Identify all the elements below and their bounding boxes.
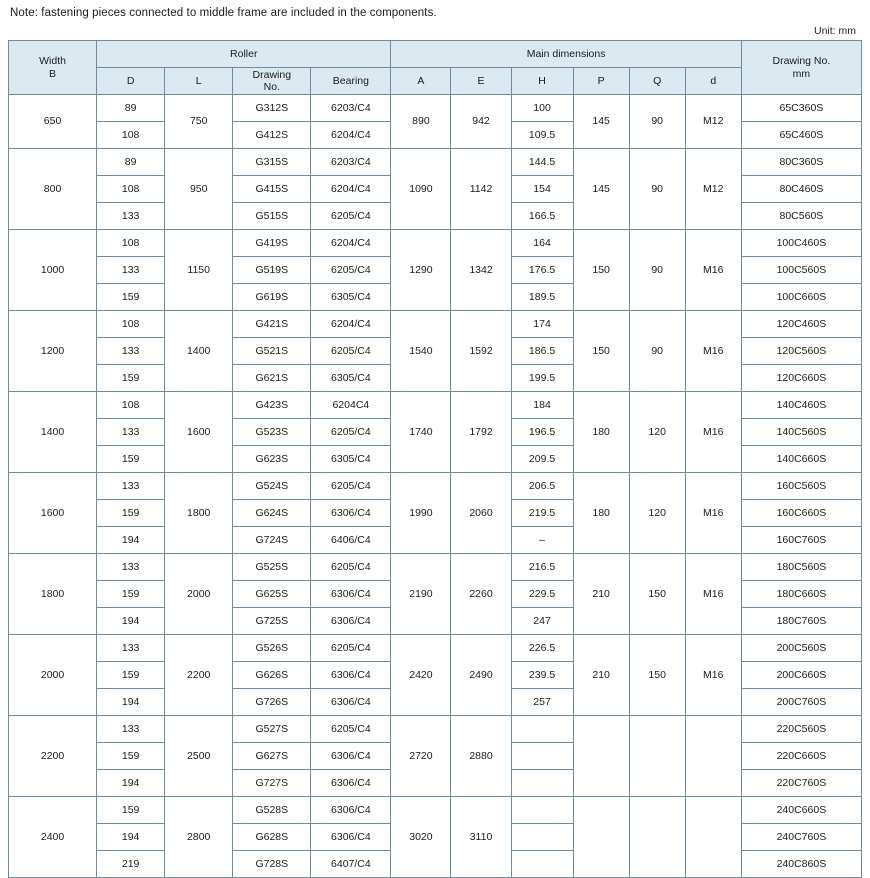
table-row: [9, 473, 862, 500]
cell-dim-q: 120: [629, 473, 685, 554]
cell-roller-drawing-no: G627S: [233, 743, 311, 770]
cell-roller-bearing: 6205/C4: [311, 338, 391, 365]
cell-roller-drawing-no: G524S: [233, 473, 311, 500]
cell-roller-l: 1800: [165, 473, 233, 554]
cell-drawing-no: 140C660S: [741, 446, 861, 473]
header-width-line1: Width: [39, 55, 66, 68]
cell-dim-e: 1592: [451, 311, 511, 392]
cell-dim-d: [685, 797, 741, 878]
cell-dim-h: 186.5: [511, 338, 573, 365]
cell-roller-bearing: 6306/C4: [311, 770, 391, 797]
table-row: [9, 716, 862, 743]
header-width-b: [9, 41, 97, 95]
header-drawing-no: [741, 41, 861, 95]
cell-roller-bearing: 6306/C4: [311, 500, 391, 527]
cell-roller-d: 108: [97, 230, 165, 257]
cell-drawing-no: 240C860S: [741, 851, 861, 878]
cell-dim-h: 109.5: [511, 122, 573, 149]
specification-table: [8, 40, 862, 878]
cell-roller-d: 159: [97, 284, 165, 311]
table-row: [9, 797, 862, 824]
cell-drawing-no: 140C460S: [741, 392, 861, 419]
cell-dim-p: 145: [573, 149, 629, 230]
cell-dim-h: 199.5: [511, 365, 573, 392]
cell-roller-l: 2500: [165, 716, 233, 797]
cell-dim-p: 145: [573, 95, 629, 149]
cell-drawing-no: 180C660S: [741, 581, 861, 608]
cell-roller-drawing-no: G726S: [233, 689, 311, 716]
cell-drawing-no: 120C660S: [741, 365, 861, 392]
header-col-d: D: [97, 68, 165, 95]
cell-dim-e: 2490: [451, 635, 511, 716]
cell-dim-h: 144.5: [511, 149, 573, 176]
cell-dim-a: 890: [391, 95, 451, 149]
cell-drawing-no: 160C660S: [741, 500, 861, 527]
cell-dim-a: 2420: [391, 635, 451, 716]
cell-dim-q: [629, 716, 685, 797]
cell-roller-drawing-no: G523S: [233, 419, 311, 446]
cell-dim-d: M16: [685, 473, 741, 554]
cell-width-b: 2000: [9, 635, 97, 716]
cell-roller-d: 108: [97, 392, 165, 419]
cell-dim-e: 942: [451, 95, 511, 149]
header-roller: Roller: [97, 41, 391, 68]
cell-drawing-no: 100C560S: [741, 257, 861, 284]
cell-roller-drawing-no: G515S: [233, 203, 311, 230]
cell-dim-p: [573, 716, 629, 797]
table-row: [9, 554, 862, 581]
cell-dim-p: 210: [573, 554, 629, 635]
cell-dim-h: 154: [511, 176, 573, 203]
cell-dim-h: –: [511, 527, 573, 554]
cell-drawing-no: 200C760S: [741, 689, 861, 716]
cell-dim-p: 150: [573, 311, 629, 392]
cell-roller-drawing-no: G724S: [233, 527, 311, 554]
cell-dim-h: 100: [511, 95, 573, 122]
cell-roller-drawing-no: G619S: [233, 284, 311, 311]
cell-roller-d: 108: [97, 176, 165, 203]
cell-roller-bearing: 6204/C4: [311, 176, 391, 203]
cell-roller-l: 1600: [165, 392, 233, 473]
cell-dim-e: 1142: [451, 149, 511, 230]
table-row: [9, 392, 862, 419]
cell-dim-d: M12: [685, 149, 741, 230]
cell-dim-h: 184: [511, 392, 573, 419]
cell-roller-drawing-no: G312S: [233, 95, 311, 122]
cell-dim-d: M16: [685, 554, 741, 635]
cell-dim-d: M16: [685, 230, 741, 311]
cell-roller-drawing-no: G526S: [233, 635, 311, 662]
cell-roller-bearing: 6204/C4: [311, 311, 391, 338]
cell-roller-bearing: 6306/C4: [311, 581, 391, 608]
cell-dim-p: 150: [573, 230, 629, 311]
table-row: [9, 230, 862, 257]
cell-dim-p: 180: [573, 473, 629, 554]
cell-width-b: 1800: [9, 554, 97, 635]
cell-dim-a: 3020: [391, 797, 451, 878]
cell-roller-l: 1400: [165, 311, 233, 392]
table-row: [9, 95, 862, 122]
cell-roller-bearing: 6205/C4: [311, 257, 391, 284]
cell-width-b: 1200: [9, 311, 97, 392]
header-row-top: [9, 41, 862, 68]
cell-dim-e: 2060: [451, 473, 511, 554]
cell-roller-d: 133: [97, 257, 165, 284]
cell-dim-d: [685, 716, 741, 797]
cell-dim-p: 210: [573, 635, 629, 716]
cell-drawing-no: 65C460S: [741, 122, 861, 149]
cell-roller-bearing: 6306/C4: [311, 824, 391, 851]
cell-dim-q: 90: [629, 95, 685, 149]
table-row: [9, 311, 862, 338]
cell-dim-d: M16: [685, 635, 741, 716]
cell-drawing-no: 100C660S: [741, 284, 861, 311]
cell-roller-drawing-no: G423S: [233, 392, 311, 419]
cell-dim-h: 216.5: [511, 554, 573, 581]
cell-width-b: 2200: [9, 716, 97, 797]
cell-roller-drawing-no: G626S: [233, 662, 311, 689]
cell-roller-drawing-no: G621S: [233, 365, 311, 392]
unit-label: Unit: mm: [814, 25, 856, 37]
cell-dim-q: 150: [629, 635, 685, 716]
cell-drawing-no: 220C660S: [741, 743, 861, 770]
cell-roller-bearing: 6205/C4: [311, 203, 391, 230]
cell-drawing-no: 140C560S: [741, 419, 861, 446]
cell-dim-h: 166.5: [511, 203, 573, 230]
cell-roller-bearing: 6306/C4: [311, 797, 391, 824]
cell-dim-d: M16: [685, 311, 741, 392]
cell-roller-bearing: 6306/C4: [311, 743, 391, 770]
cell-roller-d: 133: [97, 716, 165, 743]
cell-roller-d: 159: [97, 581, 165, 608]
cell-roller-bearing: 6203/C4: [311, 95, 391, 122]
header-drawing-no-line1: Drawing No.: [772, 55, 831, 68]
cell-dim-h: 189.5: [511, 284, 573, 311]
cell-roller-drawing-no: G415S: [233, 176, 311, 203]
cell-roller-drawing-no: G421S: [233, 311, 311, 338]
cell-dim-q: 120: [629, 392, 685, 473]
cell-roller-l: 1150: [165, 230, 233, 311]
cell-drawing-no: 180C760S: [741, 608, 861, 635]
cell-dim-h: 164: [511, 230, 573, 257]
cell-drawing-no: 80C360S: [741, 149, 861, 176]
table-body: [9, 95, 862, 878]
cell-roller-d: 159: [97, 500, 165, 527]
cell-width-b: 650: [9, 95, 97, 149]
cell-dim-h: [511, 797, 573, 824]
cell-width-b: 1000: [9, 230, 97, 311]
cell-roller-d: 133: [97, 203, 165, 230]
cell-roller-l: 2200: [165, 635, 233, 716]
cell-drawing-no: 80C560S: [741, 203, 861, 230]
cell-roller-d: 108: [97, 122, 165, 149]
cell-roller-drawing-no: G727S: [233, 770, 311, 797]
cell-roller-d: 89: [97, 149, 165, 176]
cell-roller-l: 2800: [165, 797, 233, 878]
cell-dim-h: 257: [511, 689, 573, 716]
cell-dim-h: 196.5: [511, 419, 573, 446]
cell-dim-a: 1990: [391, 473, 451, 554]
cell-roller-d: 159: [97, 662, 165, 689]
cell-roller-d: 159: [97, 365, 165, 392]
cell-roller-l: 950: [165, 149, 233, 230]
header-width-line2: B: [49, 67, 57, 80]
cell-roller-drawing-no: G528S: [233, 797, 311, 824]
cell-dim-q: 90: [629, 149, 685, 230]
cell-roller-bearing: 6204/C4: [311, 122, 391, 149]
cell-roller-bearing: 6406/C4: [311, 527, 391, 554]
cell-drawing-no: 65C360S: [741, 95, 861, 122]
header-col-drawing-no-line2: No.: [263, 81, 280, 93]
header-col-q: Q: [629, 68, 685, 95]
cell-dim-h: 174: [511, 311, 573, 338]
cell-roller-d: 194: [97, 689, 165, 716]
cell-roller-l: 2000: [165, 554, 233, 635]
cell-drawing-no: 240C660S: [741, 797, 861, 824]
cell-dim-e: 2260: [451, 554, 511, 635]
cell-dim-e: 2880: [451, 716, 511, 797]
cell-roller-d: 133: [97, 473, 165, 500]
header-col-drawing-no: [233, 68, 311, 95]
header-col-e: E: [451, 68, 511, 95]
cell-roller-d: 194: [97, 608, 165, 635]
cell-roller-drawing-no: G521S: [233, 338, 311, 365]
cell-roller-bearing: 6305/C4: [311, 365, 391, 392]
cell-dim-h: 229.5: [511, 581, 573, 608]
header-main-dimensions: Main dimensions: [391, 41, 741, 68]
cell-roller-bearing: 6205/C4: [311, 716, 391, 743]
cell-drawing-no: 100C460S: [741, 230, 861, 257]
cell-roller-bearing: 6205/C4: [311, 419, 391, 446]
cell-roller-bearing: 6407/C4: [311, 851, 391, 878]
cell-dim-a: 1090: [391, 149, 451, 230]
cell-roller-drawing-no: G623S: [233, 446, 311, 473]
header-col-p: P: [573, 68, 629, 95]
cell-dim-h: [511, 743, 573, 770]
cell-roller-bearing: 6205/C4: [311, 635, 391, 662]
cell-roller-l: 750: [165, 95, 233, 149]
cell-roller-drawing-no: G625S: [233, 581, 311, 608]
cell-dim-a: 1540: [391, 311, 451, 392]
header-col-drawing-no-line1: Drawing: [252, 68, 292, 81]
cell-dim-a: 1740: [391, 392, 451, 473]
cell-width-b: 1400: [9, 392, 97, 473]
cell-roller-drawing-no: G412S: [233, 122, 311, 149]
cell-roller-bearing: 6203/C4: [311, 149, 391, 176]
cell-drawing-no: 160C560S: [741, 473, 861, 500]
cell-dim-h: [511, 824, 573, 851]
cell-dim-h: 226.5: [511, 635, 573, 662]
cell-dim-e: 3110: [451, 797, 511, 878]
cell-dim-e: 1342: [451, 230, 511, 311]
cell-dim-p: [573, 797, 629, 878]
cell-dim-q: [629, 797, 685, 878]
cell-roller-d: 194: [97, 770, 165, 797]
cell-dim-q: 90: [629, 311, 685, 392]
table-header: [9, 41, 862, 95]
cell-roller-drawing-no: G419S: [233, 230, 311, 257]
cell-roller-bearing: 6305/C4: [311, 284, 391, 311]
cell-drawing-no: 220C560S: [741, 716, 861, 743]
cell-drawing-no: 80C460S: [741, 176, 861, 203]
cell-roller-d: 159: [97, 743, 165, 770]
cell-roller-drawing-no: G624S: [233, 500, 311, 527]
cell-drawing-no: 200C660S: [741, 662, 861, 689]
cell-roller-d: 159: [97, 797, 165, 824]
cell-roller-d: 108: [97, 311, 165, 338]
cell-drawing-no: 220C760S: [741, 770, 861, 797]
cell-dim-h: 239.5: [511, 662, 573, 689]
cell-roller-drawing-no: G628S: [233, 824, 311, 851]
cell-roller-bearing: 6305/C4: [311, 446, 391, 473]
cell-roller-bearing: 6306/C4: [311, 608, 391, 635]
cell-dim-e: 1792: [451, 392, 511, 473]
cell-roller-d: 133: [97, 338, 165, 365]
header-col-l: L: [165, 68, 233, 95]
cell-dim-h: 219.5: [511, 500, 573, 527]
cell-dim-q: 150: [629, 554, 685, 635]
cell-dim-h: [511, 851, 573, 878]
cell-roller-d: 89: [97, 95, 165, 122]
cell-dim-a: 1290: [391, 230, 451, 311]
cell-dim-p: 180: [573, 392, 629, 473]
header-drawing-no-line2: mm: [792, 67, 811, 80]
cell-roller-drawing-no: G728S: [233, 851, 311, 878]
cell-drawing-no: 200C560S: [741, 635, 861, 662]
cell-roller-drawing-no: G725S: [233, 608, 311, 635]
header-col-dd: d: [685, 68, 741, 95]
cell-roller-drawing-no: G315S: [233, 149, 311, 176]
note-text: Note: fastening pieces connected to middle frame are included in the components.: [10, 7, 437, 19]
cell-roller-d: 194: [97, 824, 165, 851]
cell-dim-h: 176.5: [511, 257, 573, 284]
cell-dim-d: M12: [685, 95, 741, 149]
cell-roller-d: 133: [97, 554, 165, 581]
cell-drawing-no: 240C760S: [741, 824, 861, 851]
cell-roller-d: 159: [97, 446, 165, 473]
cell-dim-h: [511, 716, 573, 743]
cell-dim-h: 247: [511, 608, 573, 635]
cell-dim-h: 209.5: [511, 446, 573, 473]
header-col-a: A: [391, 68, 451, 95]
cell-drawing-no: 120C560S: [741, 338, 861, 365]
table-row: [9, 149, 862, 176]
cell-dim-a: 2720: [391, 716, 451, 797]
cell-drawing-no: 160C760S: [741, 527, 861, 554]
header-col-h: H: [511, 68, 573, 95]
cell-drawing-no: 180C560S: [741, 554, 861, 581]
cell-roller-d: 219: [97, 851, 165, 878]
cell-roller-bearing: 6306/C4: [311, 662, 391, 689]
cell-dim-d: M16: [685, 392, 741, 473]
cell-width-b: 800: [9, 149, 97, 230]
cell-roller-bearing: 6205/C4: [311, 473, 391, 500]
cell-drawing-no: 120C460S: [741, 311, 861, 338]
cell-dim-h: [511, 770, 573, 797]
cell-roller-bearing: 6306/C4: [311, 689, 391, 716]
cell-roller-drawing-no: G519S: [233, 257, 311, 284]
cell-width-b: 1600: [9, 473, 97, 554]
table-row: [9, 635, 862, 662]
cell-roller-bearing: 6205/C4: [311, 554, 391, 581]
cell-dim-q: 90: [629, 230, 685, 311]
cell-roller-d: 194: [97, 527, 165, 554]
cell-roller-bearing: 6204C4: [311, 392, 391, 419]
cell-width-b: 2400: [9, 797, 97, 878]
cell-roller-bearing: 6204/C4: [311, 230, 391, 257]
cell-roller-d: 133: [97, 419, 165, 446]
cell-dim-a: 2190: [391, 554, 451, 635]
cell-roller-d: 133: [97, 635, 165, 662]
cell-roller-drawing-no: G527S: [233, 716, 311, 743]
header-row-sub: [9, 68, 862, 95]
cell-dim-h: 206.5: [511, 473, 573, 500]
header-col-bearing: Bearing: [311, 68, 391, 95]
cell-roller-drawing-no: G525S: [233, 554, 311, 581]
